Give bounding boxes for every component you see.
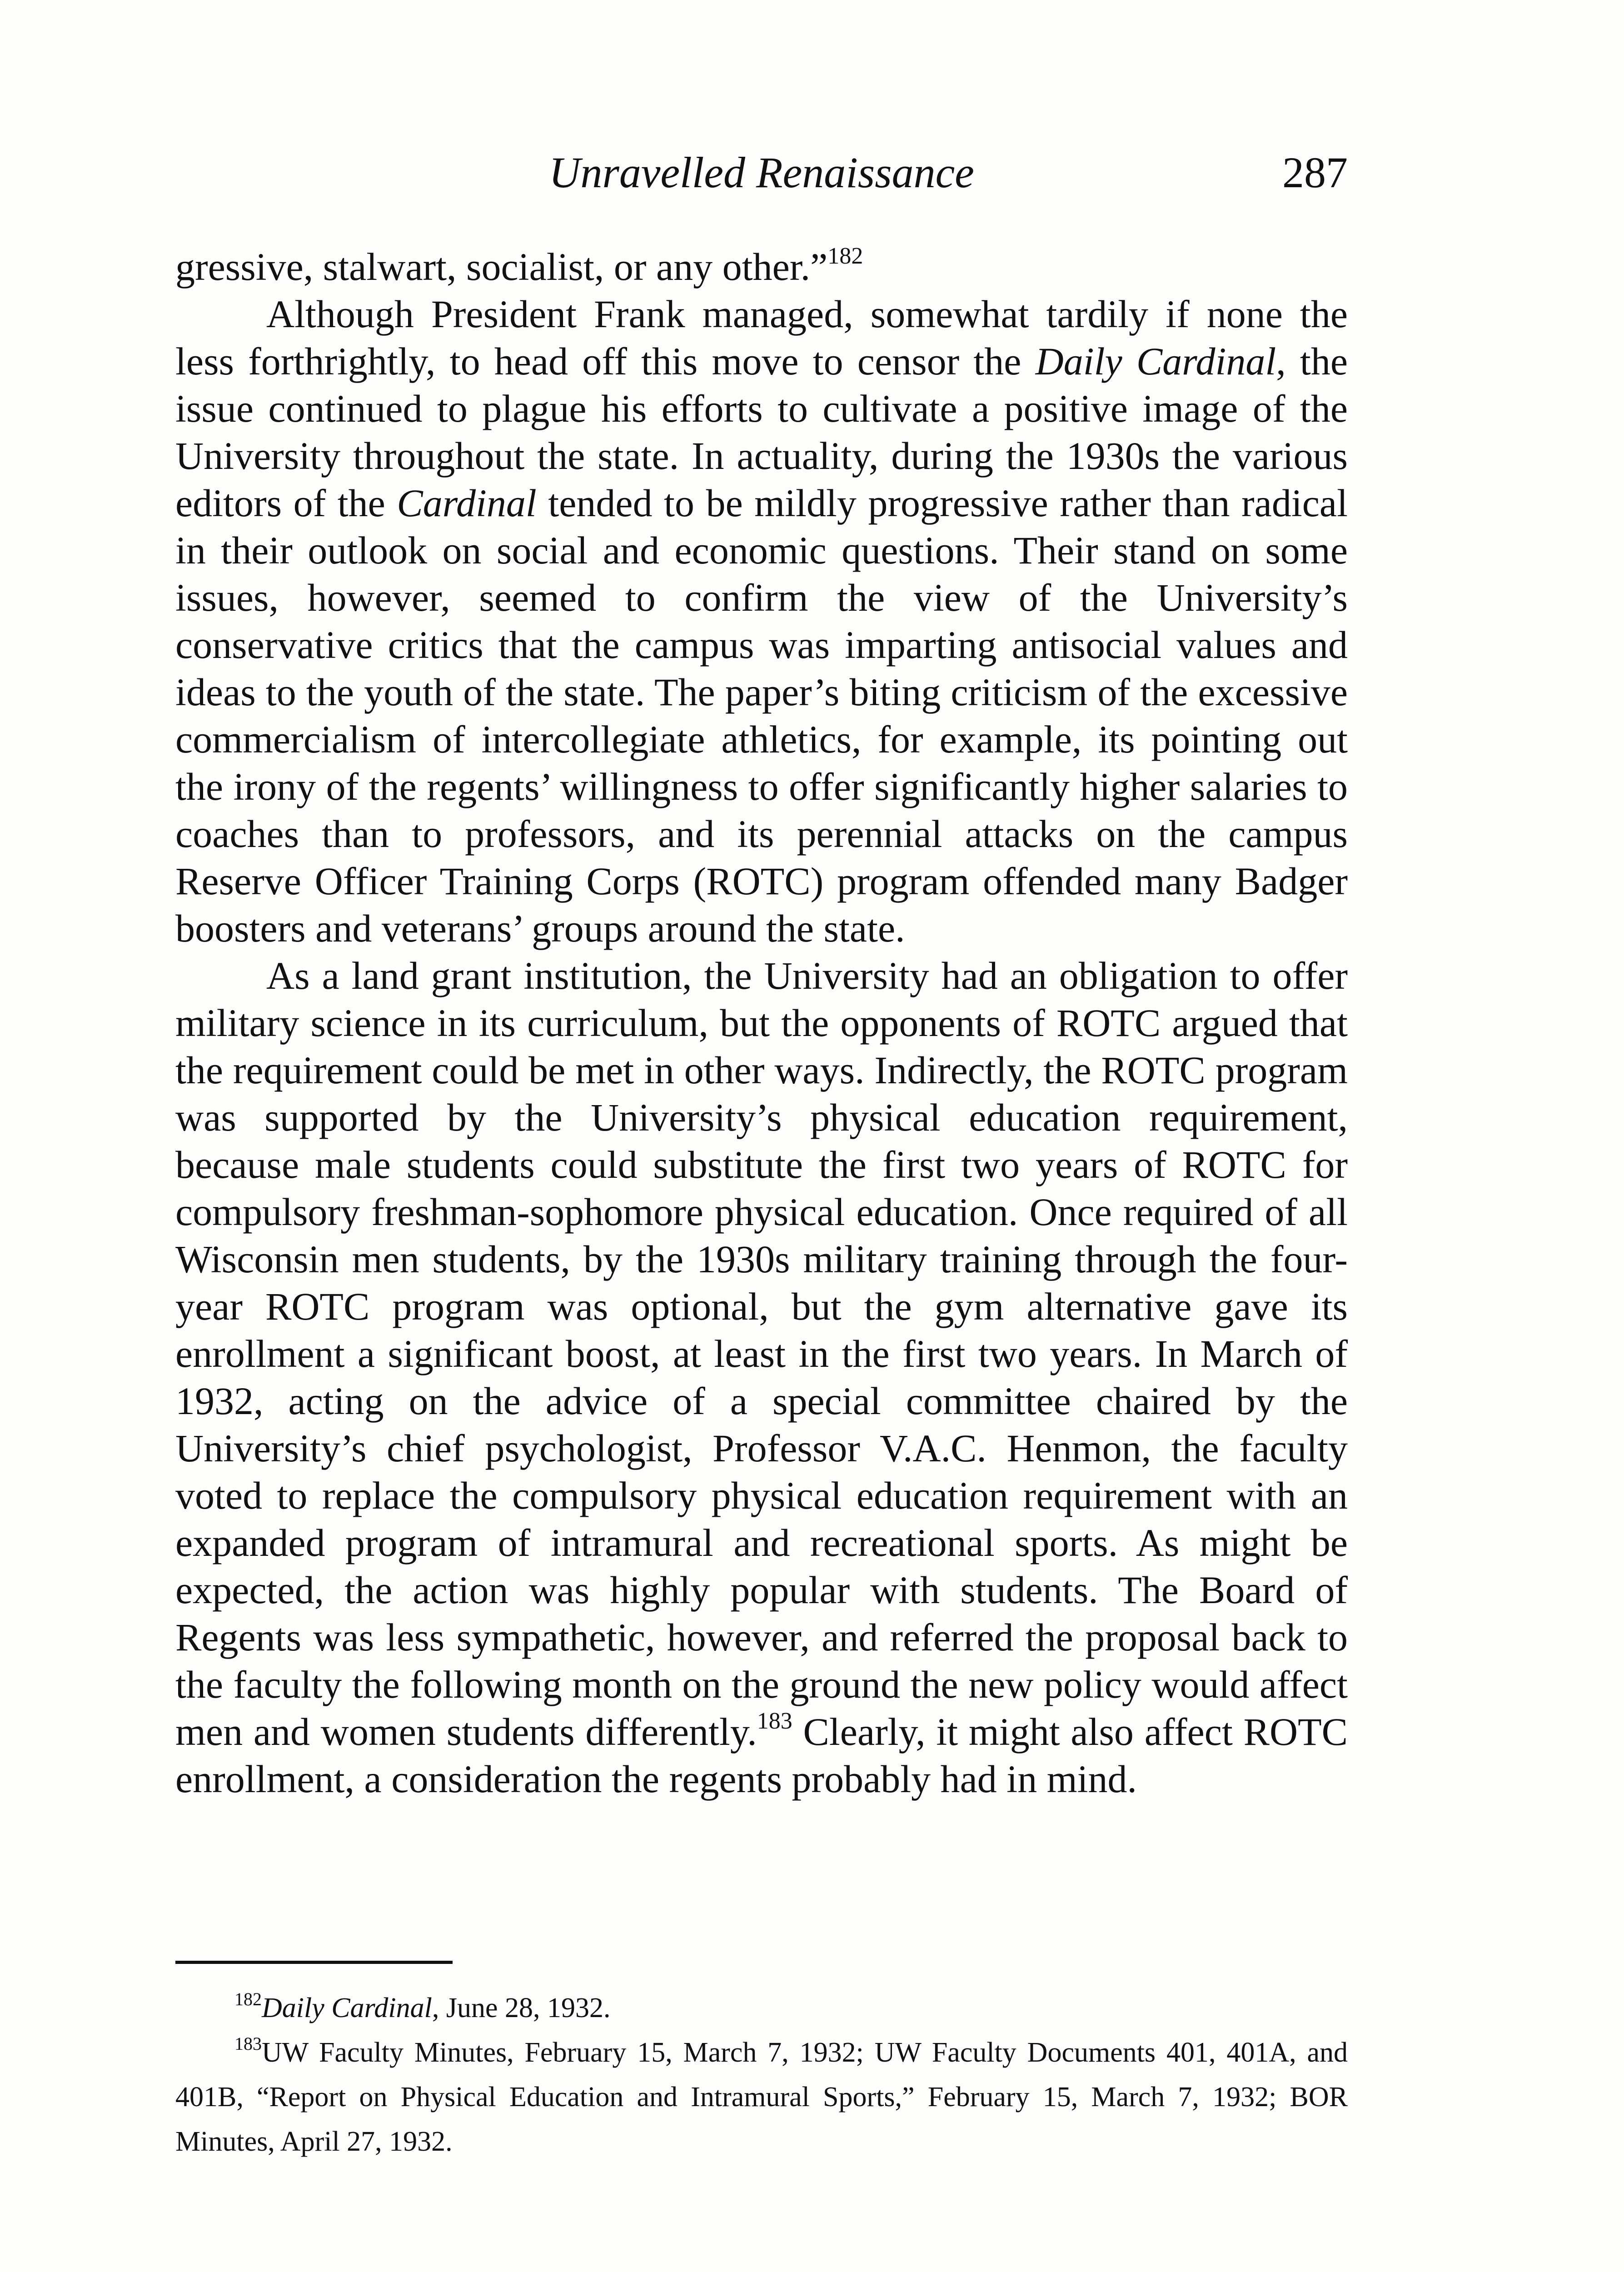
footnote-text: , June 28, 1932. xyxy=(432,1993,611,2023)
footnote xyxy=(175,1986,1348,2030)
footnote-rule xyxy=(175,1961,453,1964)
italic-title: Cardinal xyxy=(397,481,537,525)
paragraph xyxy=(175,290,1348,952)
body-text xyxy=(175,243,1348,1803)
footnote xyxy=(175,2030,1348,2164)
paragraph-text: Clearly, it might also affect ROTC enrollment, a consideration the regents probably had in mind. xyxy=(175,1710,1348,1801)
italic-title: Daily Cardinal xyxy=(1035,339,1276,383)
paragraph-text: gressive, stalwart, socialist, or any other.” xyxy=(175,245,828,289)
paragraph-text: Although President Frank managed, somewhat tardily if none the less forthrightly, to head off this move to censor the xyxy=(175,292,1348,383)
page-number: 287 xyxy=(1282,148,1348,197)
footnote-ref: 183 xyxy=(757,1708,792,1734)
footnote-ref: 182 xyxy=(827,243,863,269)
paragraph-text: , the issue continued to plague his efforts to cultivate a positive image of the University throughout the state. In actuality, during the 1930s the various editors of the xyxy=(175,339,1348,525)
footnote-title: Daily Cardinal xyxy=(262,1993,432,2023)
footnote-number: 183 xyxy=(234,2033,262,2054)
paragraph-text: As a land grant institution, the University had an obligation to offer military science in its curriculum, but the opponents of ROTC argued that the requirement could be met in other ways. Indirectly, the ROTC program was supported by the University’s physical education requirement, because male students could substitute the first two years of ROTC for compulsory freshman-sophomore physical education. Once required of all Wisconsin men students, by the 1930s military training through the four-year ROTC program was optional, but the gym alternative gave its enrollment a significant boost, at least in the first two years. In March of 1932, acting on the advice of a special committee chaired by the University’s chief psychologist, Professor V.A.C. Henmon, the faculty voted to replace the compulsory physical education requirement with an expanded program of intramural and recreational sports. As might be expected, the action was highly popular with students. The Board of Regents was less sympathetic, however, and referred the proposal back to the faculty the following month on the ground the new policy would affect men and women students differently. xyxy=(175,954,1348,1754)
footnote-number: 182 xyxy=(234,1989,262,2010)
paragraph-text: tended to be mildly progressive rather than radical in their outlook on social and economic questions. Their stand on some issues, however, seemed to confirm the view of the University’s conservative critics that the campus was imparting antisocial values and ideas to the youth of the state. The paper’s biting criticism of the excessive commercialism of intercollegiate athletics, for example, its pointing out the irony of the regents’ willingness to offer significantly higher salaries to coaches than to professors, and its perennial attacks on the campus Reserve Officer Training Corps (ROTC) program offended many Badger boosters and veterans’ groups around the state. xyxy=(175,481,1348,950)
paragraph xyxy=(175,952,1348,1803)
paragraph-continuation xyxy=(175,243,1348,290)
footnote-text: UW Faculty Minutes, February 15, March 7, 1932; UW Faculty Documents 401, 401A, and 401B, “Report on Physical Education and Intramural Sports,” February 15, March 7, 1932; BOR Minutes, April 27, 1932. xyxy=(175,2037,1348,2157)
page-header xyxy=(175,136,1348,209)
footnotes xyxy=(175,1986,1348,2164)
running-head: Unravelled Renaissance xyxy=(549,148,974,197)
